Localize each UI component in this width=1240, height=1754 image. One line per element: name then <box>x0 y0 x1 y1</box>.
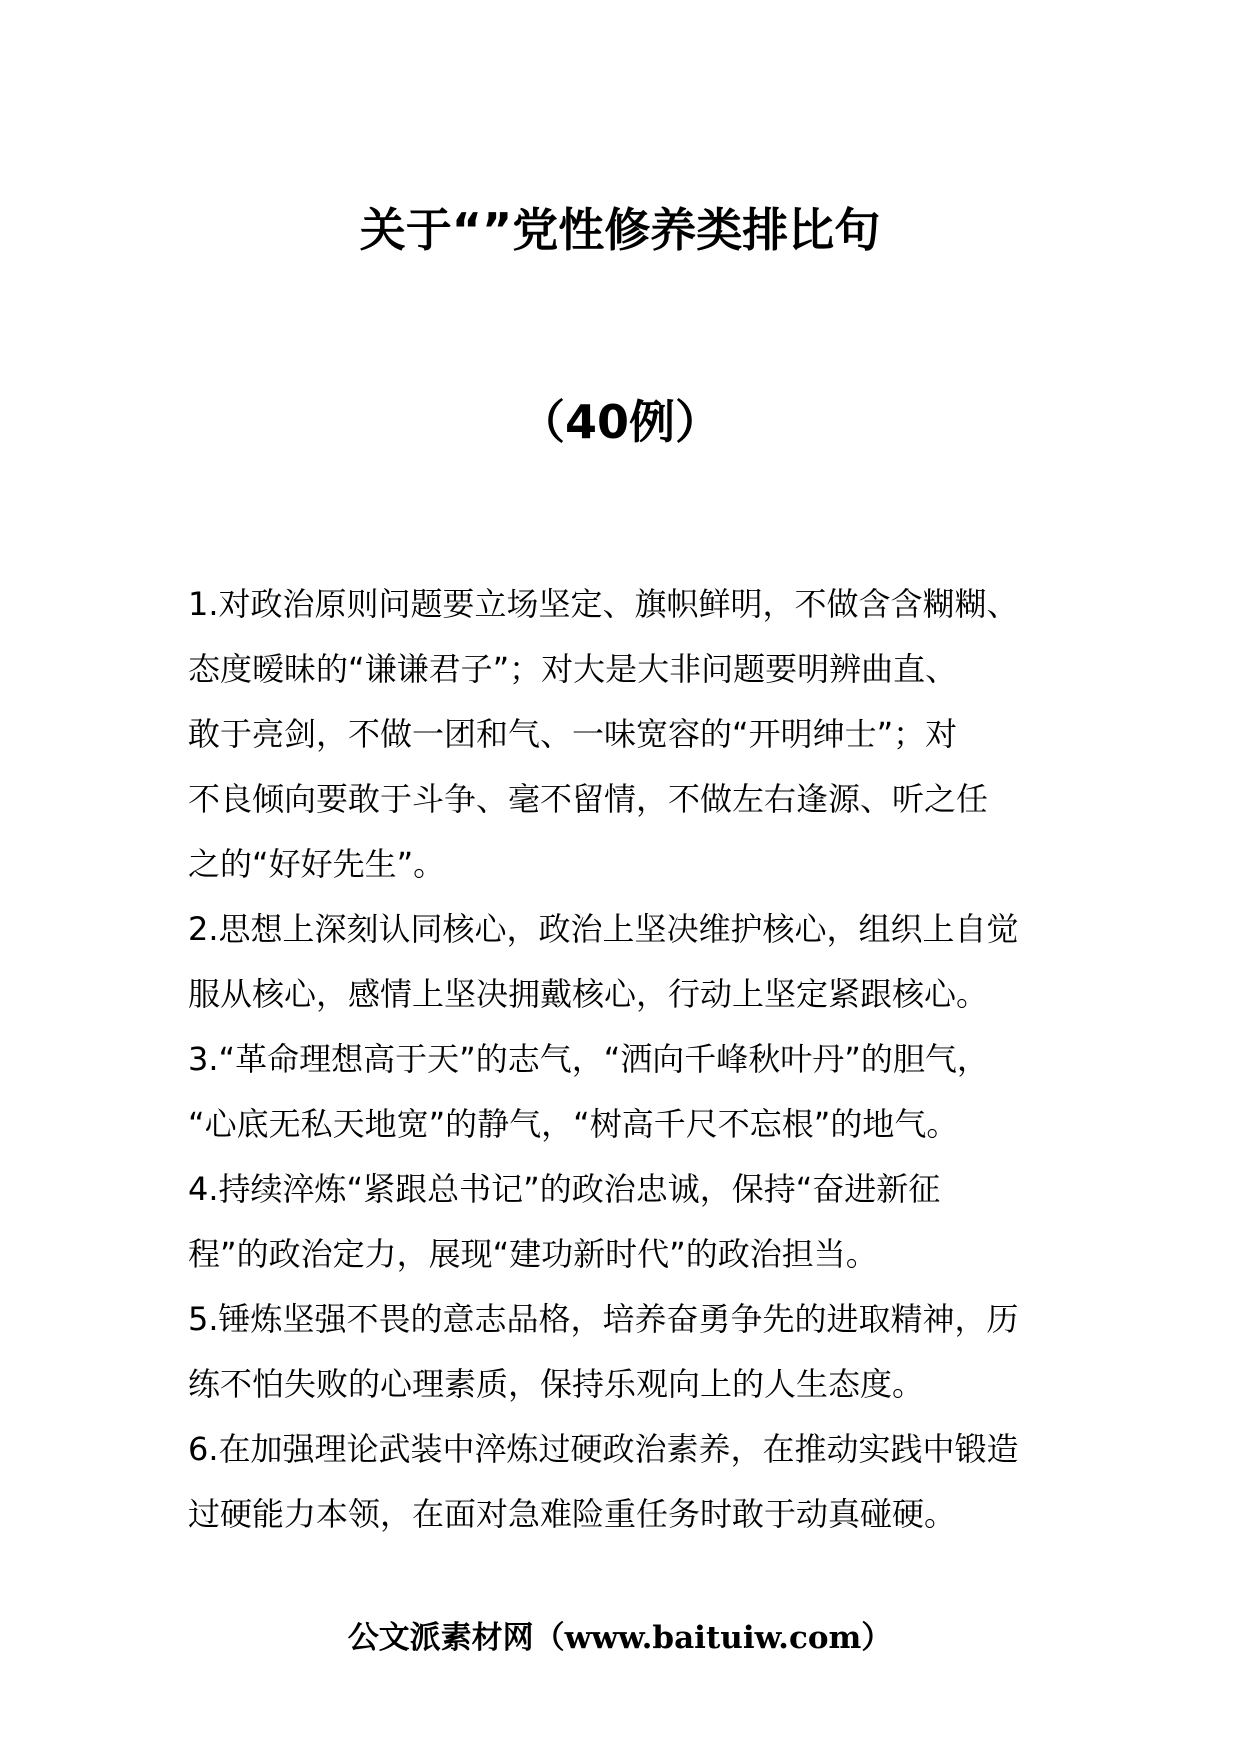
document-subtitle: （40例） <box>518 395 721 449</box>
document-body <box>188 572 1088 1547</box>
paragraph-2: 2.思想上深刻认同核心，政治上坚决维护核心，组织上自觉 服从核心，感情上坚决拥戴核心，行动上坚定紧跟核心。 <box>188 910 1019 1013</box>
paragraph-6: 6.在加强理论武装中淬炼过硬政治素养，在推动实践中锻造 过硬能力本领，在面对急难险重任务时敢于动真碰硬。 <box>188 1430 1019 1533</box>
page-footer: 公文派素材网（www.baituiw.com） <box>347 1620 893 1656</box>
paragraph-5: 5.锤炼坚强不畏的意志品格，培养奋勇争先的进取精神，历 练不怕失败的心理素质，保持乐观向上的人生态度。 <box>188 1300 1019 1403</box>
document-title: 关于“”党性修养类排比句 <box>359 203 881 257</box>
paragraph-3: 3.“革命理想高于天”的志气，“洒向千峰秋叶丹”的胆气， “心底无私天地宽”的静气，“树高千尺不忘根”的地气。 <box>188 1040 989 1143</box>
paragraph-1: 1.对政治原则问题要立场坚定、旗帜鲜明，不做含含糊糊、 态度暧昧的“谦谦君子”；对大是大非问题要明辨曲直、 敢于亮剑，不做一团和气、一味宽容的“开明绅士”；对 不良倾向要敢于斗争、毫不留情，不做左右逢源、听之任 之的“好好先生”。 <box>188 585 1019 883</box>
paragraph-4: 4.持续淬炼“紧跟总书记”的政治忠诚，保持“奋进新征 程”的政治定力，展现“建功新时代”的政治担当。 <box>188 1170 941 1273</box>
